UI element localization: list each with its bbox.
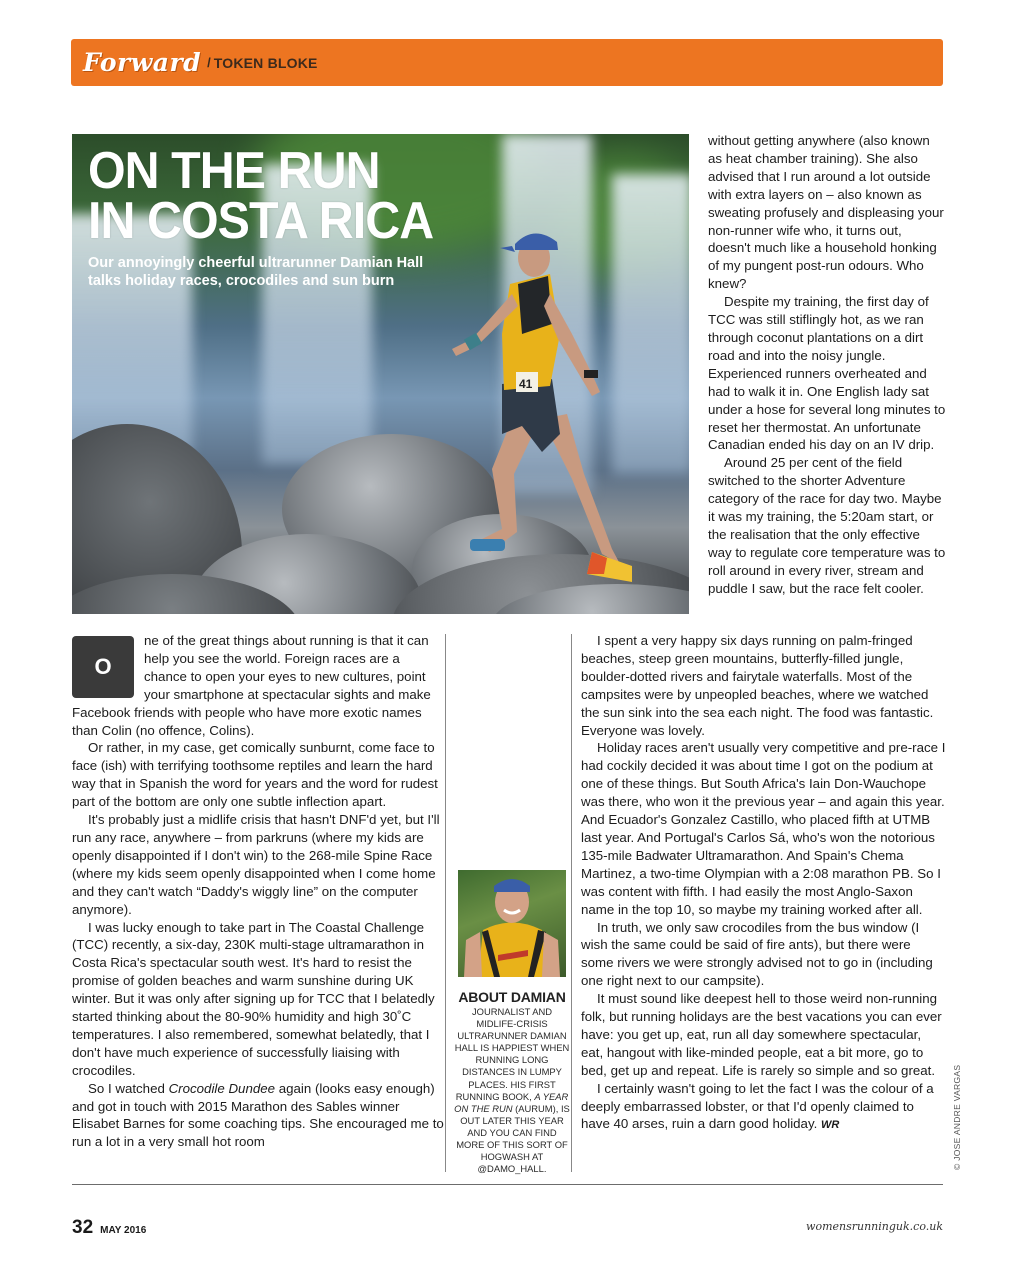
paragraph: without getting anywhere (also known as heat chamber training). She also advised that I run around a lot outside with extra layers on – also known as sweating profusely and displeasing your non-runner wife who, it turns out, doesn't much like a household honking of my pungent post-run odours. Who knew?: [708, 133, 944, 292]
standfirst-line-2: talks holiday races, crocodiles and sun burn: [88, 273, 395, 289]
bio-title: ABOUT DAMIAN: [458, 989, 566, 1005]
bio-text: [452, 1006, 572, 1175]
author-bio-box: [452, 870, 572, 1175]
film-title: Crocodile Dundee: [168, 1080, 276, 1096]
drop-cap: O: [72, 636, 134, 698]
footer-divider: [72, 1184, 943, 1185]
article-headline: [88, 142, 459, 250]
standfirst-line-1: Our annoyingly cheerful ultrarunner Damian Hall: [88, 255, 424, 271]
paragraph: [72, 1080, 444, 1152]
subsection-name: TOKEN BLOKE: [213, 54, 318, 71]
author-portrait: [458, 870, 566, 977]
article-column-right-top: [708, 132, 946, 598]
section-separator: /: [207, 55, 211, 70]
headline-line-2: IN COSTA RICA: [88, 192, 434, 250]
section-name: Forward: [83, 48, 202, 77]
paragraph: I spent a very happy six days running on palm-fringed beaches, steep green mountains, butterfly-filled jungle, boulder-dotted rivers and fairytale waterfalls. Most of the campsites were by unpeopled beaches, where we watched the sun sink into the sea each night. The food was fantastic. Everyone was lovely.: [581, 633, 934, 738]
svg-text:41: 41: [519, 377, 533, 391]
text: (AURUM), IS OUT LATER THIS YEAR AND YOU CAN FIND MORE OF THIS SORT OF HOGWASH AT @DAMO_HALL.: [456, 1102, 570, 1175]
photo-credit: © JOSE ANDRE VARGAS: [952, 1064, 962, 1170]
paragraph-opening: ne of the great things about running is that it can help you see the world. Foreign races are a chance to open your eyes to new cultures, point your smartphone at spectacular sights and make Facebook friends with people who have more exotic names than Colin (no offence, Colins).: [72, 633, 431, 738]
website-link[interactable]: womensrunninguk.co.uk: [806, 1220, 943, 1233]
paragraph: It's probably just a midlife crisis that hasn't DNF'd yet, but I'll run any race, anywhere – from parkruns (where my kids are openly disappointed if I don't win) to the 268-mile Spine Race (where my kids seem openly disappointed when I come home and they can't watch “Daddy's wiggly line” on the computer anymore).: [72, 812, 440, 917]
issue-date: MAY 2016: [100, 1225, 147, 1236]
section-header-bar: [71, 39, 943, 86]
folio: [72, 1217, 146, 1239]
paragraph-closing: [581, 1080, 946, 1136]
page-number: 32: [72, 1217, 94, 1238]
text: So I watched: [88, 1080, 169, 1096]
end-mark-icon: WR: [821, 1119, 840, 1132]
paragraph: Despite my training, the first day of TCC was still stiflingly hot, as we ran through coconut plantations on a dirt road and into the noisy jungle. Experienced runners overheated and had to walk it in. One English lady sat under a hose for several long minutes to reset her thermostat. An unfortunate Canadian ended his day on an IV drip.: [708, 294, 946, 453]
article-standfirst: [88, 254, 423, 290]
text: JOURNALIST AND MIDLIFE-CRISIS ULTRARUNNER DAMIAN HALL IS HAPPIEST WHEN RUNNING LONG DISTANCES IN LUMPY PLACES. HIS FIRST RUNNING BOOK,: [454, 1006, 570, 1102]
article-column-left: [72, 632, 444, 1151]
hero-photo: [72, 134, 689, 614]
paragraph: It must sound like deepest hell to those weird non-running folk, but running holidays are the best vacations you can ever have: you get up, eat, run all day somewhere spectacular, eat, hangout with like-minded people, eat a bit more, go to bed, get up and repeat. Life is rarely so simple and so great.: [581, 991, 942, 1078]
text: again (looks easy enough) and got in touch with 2015 Marathon des Sables winner Elisabet Barnes for some coaching tips. She encouraged me to run a lot in a very small hot room: [72, 1080, 444, 1150]
paragraph: Or rather, in my case, get comically sunburnt, come face to face (ish) with terrifying toothsome reptiles and learn the hard way that in Spanish the word for years and the word for rudest part of the bottom are only one subtle inflection apart.: [72, 740, 438, 810]
headline-line-1: ON THE RUN: [88, 142, 380, 200]
article-column-right: [581, 632, 946, 1135]
column-divider: [445, 634, 446, 1172]
paragraph: Around 25 per cent of the field switched to the shorter Adventure category of the race for day two. Maybe it was my training, the 5:20am start, or the realisation that the only effective way to regulate core temperature was to roll around in every river, stream and puddle I saw, but the race felt cooler.: [708, 455, 946, 596]
paragraph: Holiday races aren't usually very competitive and pre-race I had cockily decided it was about time I got on the podium at one of these things. But South Africa's Iain Don-Wauchope was there, who won it the previous year – and again this year. And Ecuador's Gonzalez Castillo, who placed fifth at UTMB last year. And Portugal's Carlos Sá, who's won the notorious 135-mile Badwater Ultramarathon. And Spain's Chema Martinez, a two-time Olympian with a 2:08 marathon PB. So I was content with fifth. I had easily the most Anglo-Saxon name in the top 10, so maybe my training worked after all.: [581, 740, 946, 917]
paragraph: I was lucky enough to take part in The Coastal Challenge (TCC) recently, a six-day, 230K multi-stage ultramarathon in Costa Rica's spectacular south west. It's hard to resist the promise of golden beaches and warm sunshine during UK winter. But it was only after signing up for TCC that I belatedly started thinking about the 80-90% humidity and high 30˚C temperatures. I also remembered, somewhat belatedly, that I don't have much experience of successfully liaising with crocodiles.: [72, 919, 435, 1078]
text: I certainly wasn't going to let the fact I was the colour of a deeply embarrassed lobster, or that I'd openly claimed to have 40 arses, ruin a darn good holiday.: [581, 1080, 934, 1132]
book-title: A YEAR ON THE RUN: [454, 1090, 569, 1114]
paragraph: In truth, we only saw crocodiles from the bus window (I wish the same could be said of fire ants), but there were some rivers we were strongly advised not to go in (including one right next to our campsite).: [581, 919, 933, 989]
author-photo: [458, 870, 566, 977]
